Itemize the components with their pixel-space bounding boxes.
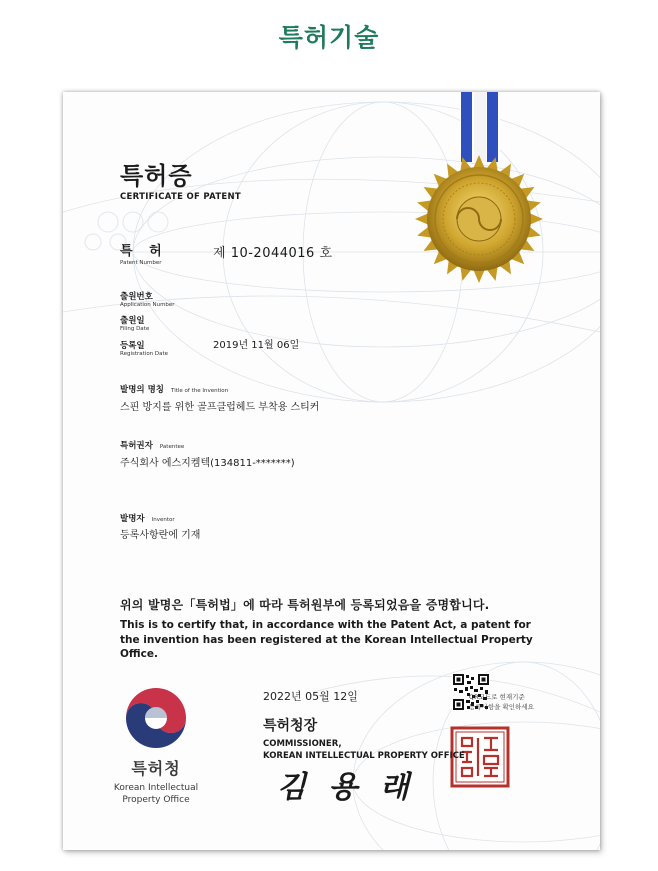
commissioner-title-ko: 특허청장 <box>263 718 318 734</box>
qr-caption-line2: 등록사항을 확인하세요 <box>469 703 534 711</box>
issue-date: 2022년 05월 12일 <box>263 690 358 703</box>
application-number-label: 출원번호 <box>120 292 153 302</box>
invention-title-label <box>120 383 228 395</box>
inventor-label <box>120 512 175 524</box>
inventor-label-ko: 발명자 <box>120 514 145 524</box>
commissioner-en-line1: COMMISSIONER, <box>263 739 342 749</box>
filing-date-label-en: Filing Date <box>120 326 150 332</box>
certification-statement-en: This is to certify that, in accordance with the Patent Act, a patent for the invention has been registered at the Korean Intellectual Property Office. <box>120 619 533 660</box>
gold-seal-icon <box>415 155 543 283</box>
patentee-label-ko: 특허권자 <box>120 441 153 451</box>
kipo-name-en <box>101 782 211 806</box>
invention-title-label-ko: 발명의 명칭 <box>120 385 165 395</box>
patentee-label-en: Patentee <box>159 444 185 450</box>
filing-date-label: 출원일 <box>120 316 145 326</box>
inventor-label-en: Inventor <box>151 517 175 523</box>
qr-caption <box>469 692 534 712</box>
kipo-name-en-line1: Korean Intellectual <box>113 783 199 793</box>
application-number-label-en: Application Number <box>120 302 175 308</box>
commissioner-signature: 김 용 래 <box>277 770 415 805</box>
patentee-label <box>120 439 184 451</box>
patentee-value: 주식회사 에스지켐텍(134811-*******) <box>120 458 295 469</box>
qr-caption-line1: QR코드로 현재기준 <box>469 693 525 701</box>
kipo-name-en-line2: Property Office <box>122 795 190 805</box>
commissioner-title-en <box>263 738 465 762</box>
kipo-logo-icon <box>126 688 186 748</box>
registration-date-label-en: Registration Date <box>120 351 169 357</box>
certificate-background-art <box>63 92 600 850</box>
patent-number-value: 제 10-2044016 호 <box>213 246 333 261</box>
commissioner-en-line2: KOREAN INTELLECTUAL PROPERTY OFFICE <box>263 751 465 761</box>
kipo-name-ko: 특허청 <box>131 759 181 778</box>
patent-number-label: 특 허 <box>120 244 168 259</box>
ribbon-decoration <box>460 92 500 162</box>
invention-title-label-en: Title of the Invention <box>171 388 229 394</box>
patent-number-label-en: Patent Number <box>120 260 162 266</box>
invention-title-value: 스핀 방지를 위한 골프클럽헤드 부착용 스티커 <box>120 402 320 413</box>
inventor-value: 등록사항란에 기재 <box>120 530 201 541</box>
certification-statement-ko: 위의 발명은「특허법」에 따라 특허원부에 등록되었음을 증명합니다. <box>120 598 490 612</box>
page-heading: 특허기술 <box>278 23 380 52</box>
certificate-subtitle: CERTIFICATE OF PATENT <box>120 192 242 202</box>
registration-date-value: 2019년 11월 06일 <box>213 340 300 351</box>
certificate-title: 특허증 <box>120 162 193 190</box>
registration-date-label: 등록일 <box>120 341 145 351</box>
patent-certificate <box>63 92 600 850</box>
